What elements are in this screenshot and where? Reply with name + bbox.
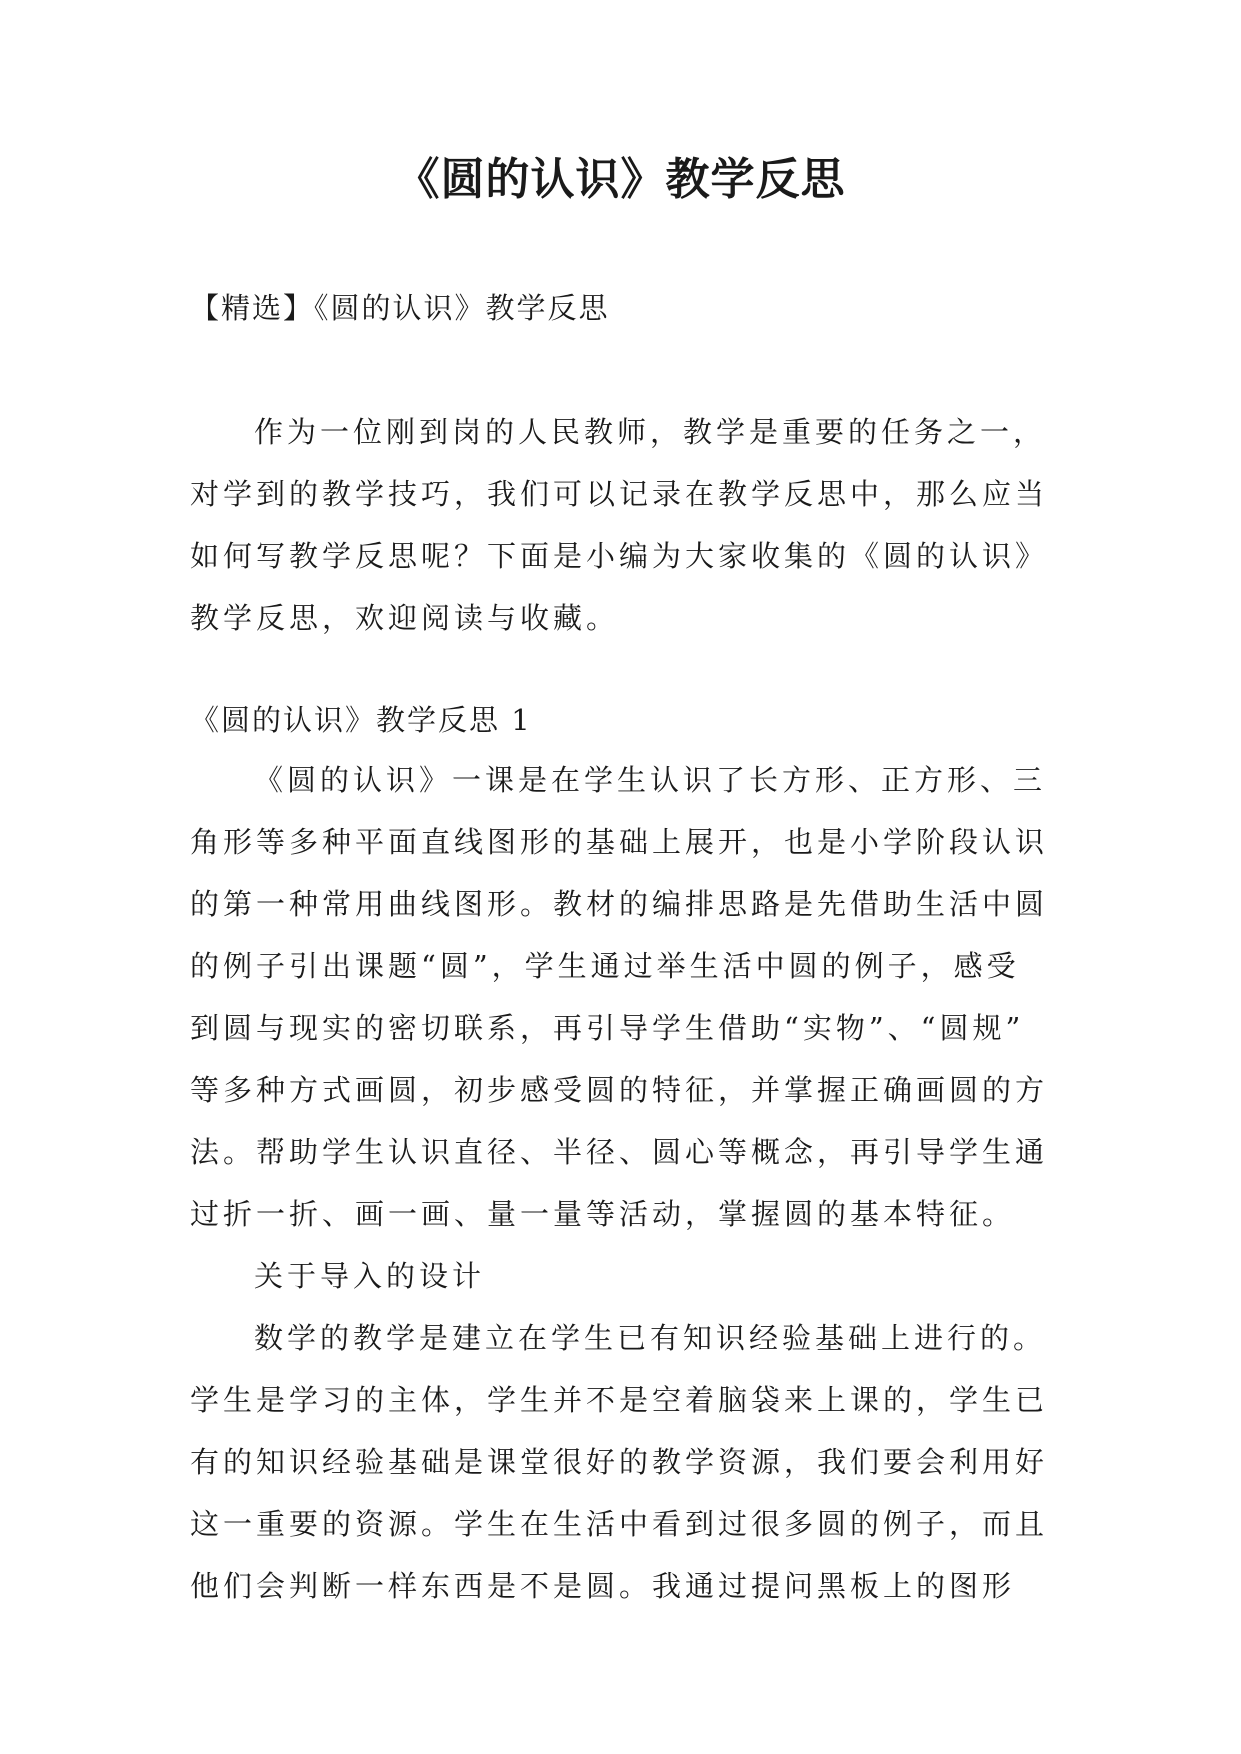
body-line: 的例子引出课题“圆”，学生通过举生活中圆的例子，感受 <box>190 949 1020 983</box>
section-body <box>190 749 1075 1617</box>
intro-line: 作为一位刚到岗的人民教师，教学是重要的任务之一， <box>254 415 1047 449</box>
body-line: 数学的教学是建立在学生已有知识经验基础上进行的。 <box>254 1321 1047 1355</box>
intro-line: 对学到的教学技巧，我们可以记录在教学反思中，那么应当 <box>190 477 1049 511</box>
body-line: 过折一折、画一画、量一量等活动，掌握圆的基本特征。 <box>190 1197 1016 1231</box>
body-line: 的第一种常用曲线图形。教材的编排思路是先借助生活中圆 <box>190 887 1049 921</box>
body-line: 这一重要的资源。学生在生活中看到过很多圆的例子，而且 <box>190 1507 1049 1541</box>
intro-paragraph <box>190 401 1075 649</box>
document-subtitle: 【精选】《圆的认识》教学反思 <box>190 291 610 325</box>
intro-line: 教学反思，欢迎阅读与收藏。 <box>190 601 620 635</box>
body-line: 《圆的认识》一课是在学生认识了长方形、正方形、三 <box>254 763 1047 797</box>
document-title: 《圆的认识》教学反思 <box>395 154 846 205</box>
body-line: 有的知识经验基础是课堂很好的教学资源，我们要会利用好 <box>190 1445 1049 1479</box>
intro-line: 如何写教学反思呢？下面是小编为大家收集的《圆的认识》 <box>190 539 1049 573</box>
body-line: 到圆与现实的密切联系，再引导学生借助“实物”、“圆规” <box>190 1011 1025 1045</box>
body-line: 等多种方式画圆，初步感受圆的特征，并掌握正确画圆的方 <box>190 1073 1049 1107</box>
body-line: 角形等多种平面直线图形的基础上展开，也是小学阶段认识 <box>190 825 1049 859</box>
section-heading: 《圆的认识》教学反思 1 <box>190 703 532 737</box>
body-line: 法。帮助学生认识直径、半径、圆心等概念，再引导学生通 <box>190 1135 1049 1169</box>
body-subheading: 关于导入的设计 <box>254 1259 486 1293</box>
body-line: 学生是学习的主体，学生并不是空着脑袋来上课的，学生已 <box>190 1383 1049 1417</box>
body-line: 他们会判断一样东西是不是圆。我通过提问黑板上的图形 <box>190 1569 1016 1603</box>
